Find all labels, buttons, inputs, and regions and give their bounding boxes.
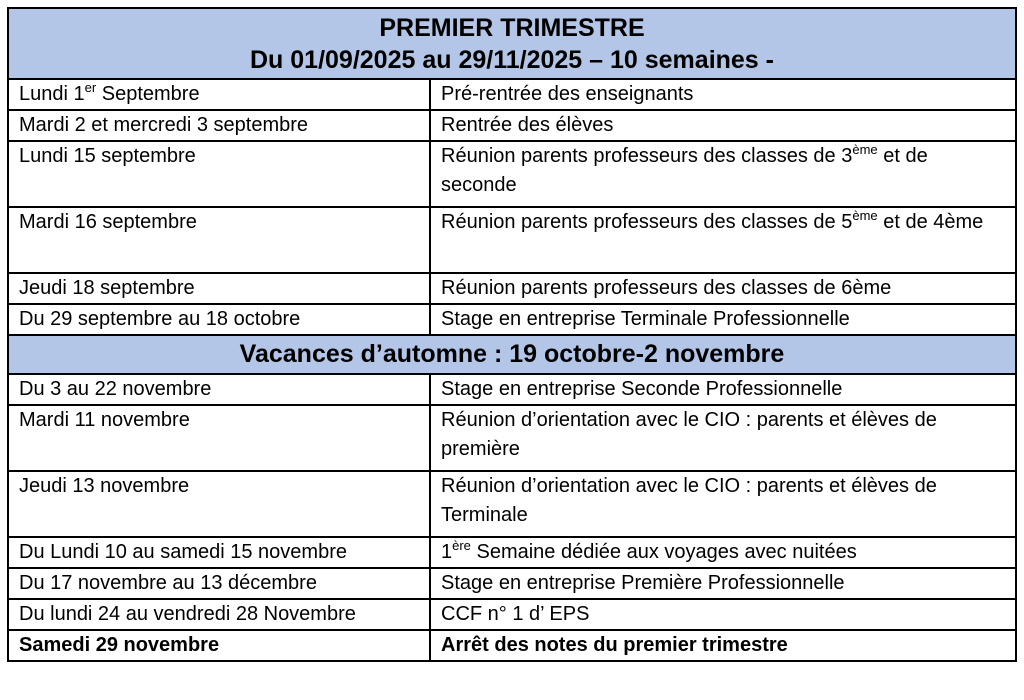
date-text: Du Lundi 10 au samedi 15 novembre [19,541,347,563]
schedule-row [8,471,1016,537]
schedule-row [8,374,1016,405]
vacation-title: Vacances d’automne : 19 octobre-2 novembre [8,335,1016,374]
schedule-row [8,304,1016,335]
schedule-row [8,207,1016,273]
event-text: Stage en entreprise Seconde Professionnelle [441,378,843,400]
event-text-continued: Semaine dédiée aux voyages avec nuitées [470,541,857,563]
event-text: Réunion d’orientation avec le CIO : parents et élèves de Terminale [441,475,937,526]
event-cell [430,207,1016,273]
schedule-row [8,599,1016,630]
date-text: Lundi 15 septembre [19,145,196,167]
event-cell [430,273,1016,304]
event-superscript: ème [852,142,878,157]
date-text: Lundi 1 [19,83,85,105]
date-text: Du 17 novembre au 13 décembre [19,572,317,594]
event-text: CCF n° 1 d’ EPS [441,603,590,625]
date-cell [8,207,430,273]
date-text: Du lundi 24 au vendredi 28 Novembre [19,603,356,625]
event-text: Stage en entreprise Terminale Professionnelle [441,308,850,330]
date-superscript: er [84,80,97,95]
date-cell [8,537,430,568]
event-cell [430,374,1016,405]
event-cell [430,537,1016,568]
event-text: Réunion parents professeurs des classes de 6ème [441,277,892,299]
date-cell [8,568,430,599]
schedule-row [8,110,1016,141]
event-cell [430,110,1016,141]
trimester-title: PREMIER TRIMESTRE [379,14,645,42]
schedule-row [8,141,1016,207]
final-date-cell: Samedi 29 novembre [8,630,430,661]
date-text: Mardi 11 novembre [19,409,190,431]
trimester-header-cell [8,8,1016,79]
event-cell [430,599,1016,630]
event-text-continued: et de seconde [441,145,928,196]
date-cell [8,599,430,630]
trimester-header-row [8,8,1016,79]
event-text: Rentrée des élèves [441,114,614,136]
final-row [8,630,1016,661]
schedule-row [8,537,1016,568]
vacation-section-row [8,335,1016,374]
schedule-row [8,273,1016,304]
date-cell [8,304,430,335]
date-text: Jeudi 13 novembre [19,475,190,497]
date-text-continued: Septembre [96,83,200,105]
event-text: Stage en entreprise Première Professionnelle [441,572,845,594]
date-text: Jeudi 18 septembre [19,277,195,299]
event-cell [430,405,1016,471]
date-text: Mardi 2 et mercredi 3 septembre [19,114,309,136]
schedule-table [7,7,1017,662]
event-text: Pré-rentrée des enseignants [441,83,694,105]
schedule-row [8,79,1016,110]
event-text: 1 [441,541,453,563]
event-text: Réunion parents professeurs des classes de 5 [441,211,853,233]
date-cell [8,471,430,537]
event-text: Réunion parents professeurs des classes de 3 [441,145,853,167]
final-event-cell: Arrêt des notes du premier trimestre [430,630,1016,661]
date-cell [8,405,430,471]
schedule-row [8,568,1016,599]
event-cell [430,471,1016,537]
event-text-continued: et de 4ème [877,211,984,233]
date-cell [8,141,430,207]
date-text: Du 3 au 22 novembre [19,378,212,400]
date-text: Mardi 16 septembre [19,211,197,233]
date-cell [8,374,430,405]
event-superscript: ème [852,208,878,223]
date-cell [8,273,430,304]
event-superscript: ère [452,538,471,553]
trimester-date-range: Du 01/09/2025 au 29/11/2025 – 10 semaines - [250,46,774,74]
date-text: Du 29 septembre au 18 octobre [19,308,301,330]
date-cell [8,110,430,141]
event-cell [430,79,1016,110]
event-cell [430,304,1016,335]
event-cell [430,141,1016,207]
schedule-row [8,405,1016,471]
event-cell [430,568,1016,599]
event-text: Réunion d’orientation avec le CIO : parents et élèves de première [441,409,937,460]
date-cell [8,79,430,110]
